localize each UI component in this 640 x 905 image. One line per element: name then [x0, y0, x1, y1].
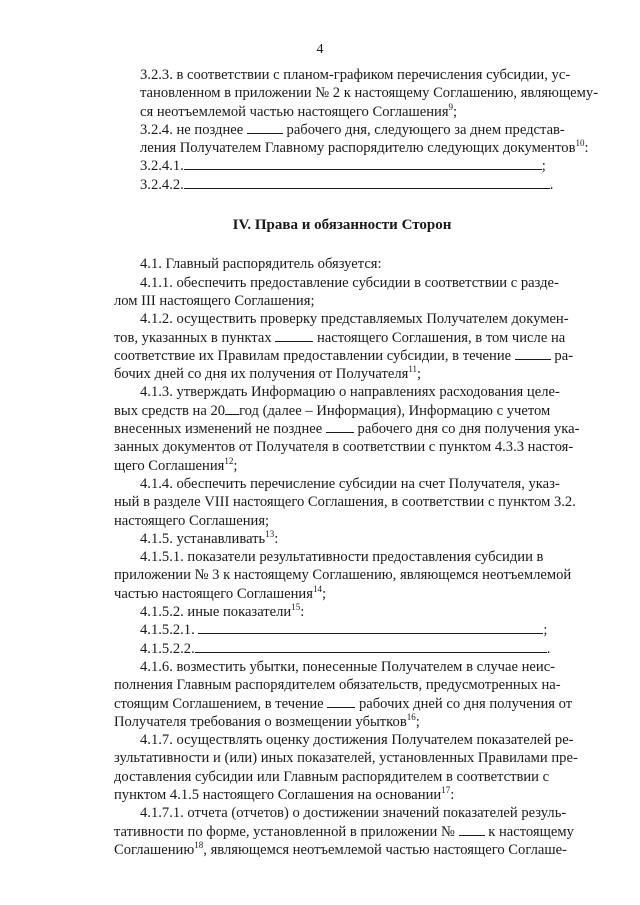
text-line: ный в разделе VIII настоящего Соглашения, в соответствии с пунктом 3.2.	[114, 494, 576, 511]
text-fragment: щего Соглашения	[114, 457, 225, 474]
text-fragment: рабочего дня, следующего за днем представ-	[286, 121, 565, 138]
footnote-ref: 14	[312, 583, 322, 594]
text-fragment: ся неотъемлемой частью настоящего Соглашения	[140, 103, 449, 120]
blank-field	[247, 121, 283, 134]
punct: ;	[453, 103, 458, 120]
paragraph-4-1: 4.1. Главный распорядитель обязуется:	[140, 256, 382, 273]
text-line: 4.1.7.1. отчета (отчетов) о достижении значений показателей резуль-	[140, 805, 567, 822]
text-fragment: ления Получателем Главному распорядителю следующих документов	[140, 140, 576, 157]
footnote-ref: 13	[265, 528, 275, 539]
item-label: 4.1.5.2.1.	[140, 622, 195, 639]
blank-field	[184, 157, 542, 170]
text-line: 3.2.3. в соответствии с планом-графиком перечисления субсидии, ус-	[140, 67, 571, 83]
text-fragment: 3.2.4. не позднее	[140, 121, 244, 138]
text-line	[114, 786, 570, 804]
text-line	[114, 695, 573, 713]
text-line: 4.1.5.1. показатели результативности предоставления субсидии в	[140, 549, 544, 566]
text-line: зультативности и (или) иных показателей, установленных Правилами пре-	[114, 750, 578, 767]
item-label: 3.2.4.2.	[140, 176, 184, 193]
list-item	[140, 640, 570, 658]
text-line	[140, 530, 570, 548]
item-label: 3.2.4.1.	[140, 158, 184, 175]
punct: .	[549, 176, 554, 193]
punct: ;	[541, 158, 546, 175]
blank-field	[326, 420, 354, 433]
text-line: приложении № 3 к настоящему Соглашению, являющемся неотъемлемой	[114, 567, 572, 584]
section-heading: IV. Права и обязанности Сторон	[232, 217, 452, 234]
list-item	[140, 157, 570, 175]
text-line: настоящего Соглашения;	[114, 512, 270, 529]
blank-field	[225, 402, 239, 415]
page-number: 4	[316, 42, 324, 57]
text-line	[114, 347, 574, 365]
text-fragment: , являющемся неотъемлемой частью настоящего Соглаше-	[203, 841, 567, 858]
footnote-ref: 18	[194, 840, 204, 851]
text-fragment: бочих дней со дня их получения от Получателя	[114, 366, 409, 383]
punct: :	[274, 530, 279, 547]
list-item	[140, 621, 570, 639]
blank-field	[459, 823, 485, 836]
text-fragment: частью настоящего Соглашения	[114, 585, 313, 602]
text-fragment: соответствие их Правилам предоставлении субсидии, в течение	[114, 347, 512, 364]
footnote-ref: 16	[406, 711, 416, 722]
text-line: полнения Главным распорядителем обязательств, предусмотренных на-	[114, 677, 561, 694]
text-line	[114, 713, 570, 731]
footnote-ref: 11	[408, 364, 417, 375]
text-line: 4.1.4. обеспечить перечисление субсидии на счет Получателя, указ-	[140, 475, 560, 492]
text-line	[114, 823, 574, 841]
blank-field	[195, 640, 547, 653]
text-line: доставления субсидии или Главным распорядителем в соответствии с	[114, 768, 550, 785]
text-fragment: пунктом 4.1.5 настоящего Соглашения на основании	[114, 786, 442, 803]
text-fragment: стоящим Соглашением, в течение	[114, 695, 324, 712]
text-line	[140, 121, 570, 139]
text-line	[114, 585, 570, 603]
text-fragment: настоящего Соглашения, в том числе на	[316, 329, 566, 346]
text-line: тановленном в приложении № 2 к настоящему Соглашению, являющему-	[140, 85, 599, 102]
footnote-ref: 12	[224, 455, 234, 466]
footnote-ref: 10	[575, 138, 585, 149]
punct: ;	[233, 457, 238, 474]
document-body	[114, 66, 599, 859]
text-line: 4.1.3. утверждать Информацию о направлениях расходования целе-	[140, 384, 560, 401]
text-fragment: рабочего дня со дня получения ука-	[357, 421, 580, 438]
text-line: занных документов от Получателя в соответствии с пунктом 4.3.3 настоя-	[114, 439, 574, 456]
footnote-ref: 9	[448, 101, 454, 112]
blank-field	[327, 695, 355, 708]
text-fragment: к настоящему	[488, 823, 574, 840]
punct: :	[450, 786, 455, 803]
text-line: 4.1.6. возместить убытки, понесенные Получателем в случае неис-	[140, 658, 556, 675]
blank-field	[184, 176, 550, 189]
punct: ;	[417, 366, 422, 383]
text-line: 4.1.1. обеспечить предоставление субсидии в соответствии с разде-	[140, 274, 559, 291]
text-line	[114, 841, 570, 859]
text-line	[140, 103, 570, 121]
punct: ;	[543, 622, 548, 639]
paragraph-3-2-4	[140, 121, 589, 194]
text-line: лом III настоящего Соглашения;	[114, 292, 315, 309]
text-fragment: ра-	[554, 347, 574, 364]
text-fragment: Соглашению	[114, 841, 195, 858]
list-item	[140, 176, 570, 194]
text-line	[114, 457, 570, 475]
text-line	[140, 138, 589, 157]
text-line	[114, 329, 570, 347]
footnote-ref: 15	[291, 602, 301, 613]
blank-field	[198, 621, 543, 634]
text-fragment: 4.1.5. устанавливать	[140, 530, 266, 547]
text-fragment: вых средств на 20	[114, 402, 226, 419]
punct: :	[584, 140, 589, 157]
text-fragment: тов, указанных в пунктах	[114, 329, 272, 346]
text-line	[114, 402, 570, 420]
text-fragment: внесенных изменений не позднее	[114, 421, 323, 438]
blank-field	[515, 347, 551, 360]
text-fragment: год (далее – Информация), Информацию с учетом	[239, 402, 551, 419]
punct: ;	[321, 585, 326, 602]
punct: :	[300, 604, 305, 621]
item-label: 4.1.5.2.2.	[140, 640, 195, 657]
text-fragment: рабочих дней со дня получения от	[358, 695, 573, 712]
blank-field	[275, 329, 313, 342]
text-line	[114, 365, 570, 383]
text-fragment: 4.1.5.2. иные показатели	[140, 604, 292, 621]
text-line: 4.1.2. осуществить проверку представляемых Получателем докумен-	[140, 311, 569, 328]
footnote-ref: 17	[441, 785, 451, 796]
punct: .	[546, 640, 551, 657]
text-fragment: Получателя требования о возмещении убытков	[114, 713, 407, 730]
text-fragment: тативности по форме, установленной в приложении №	[114, 823, 455, 840]
punct: ;	[415, 713, 420, 730]
text-line: 4.1.7. осуществлять оценку достижения Получателем показателей ре-	[140, 732, 574, 749]
paragraph-3-2-3	[140, 66, 599, 121]
text-line	[114, 420, 580, 438]
text-line	[140, 603, 570, 621]
